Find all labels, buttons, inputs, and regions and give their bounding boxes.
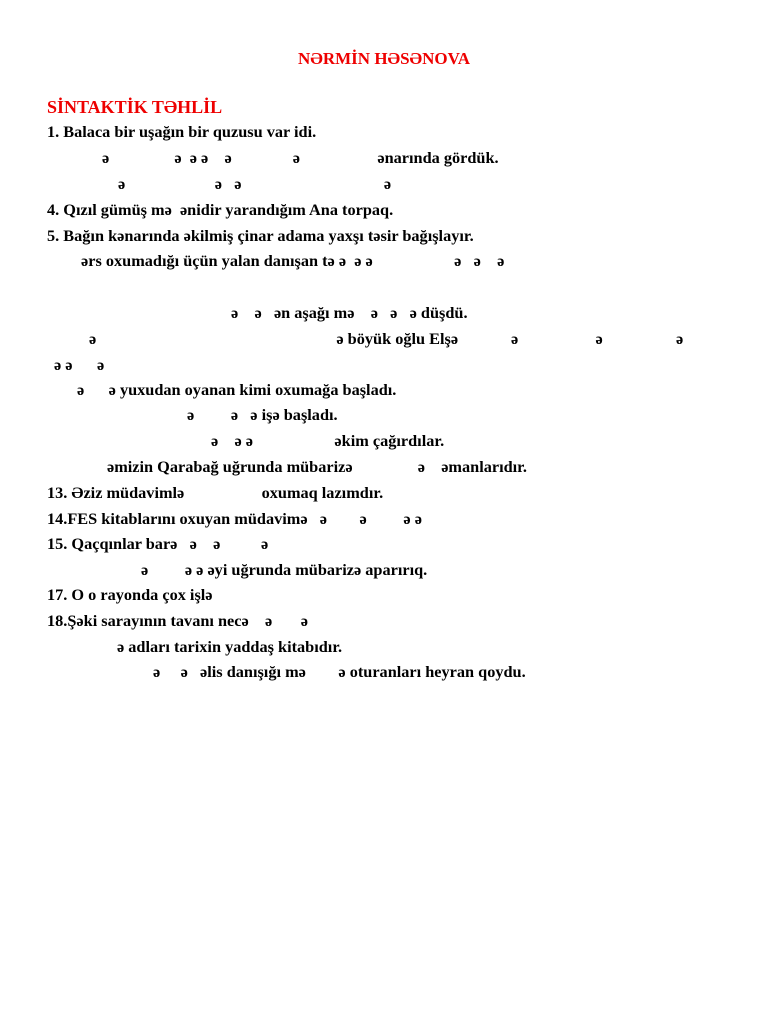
text-line: 1. Balaca bir uşağın bir quzusu var idi. (47, 122, 317, 141)
text-line: ə ə ə işə başladı. (187, 405, 338, 424)
text-line: ə ə yuxudan oyanan kimi oxumağa başladı. (77, 380, 397, 399)
text-line: ə ə ə əkim çağırdılar. (211, 431, 445, 450)
text-line: 4. Qızıl gümüş mə ənidir yarandığım Ana torpaq. (47, 200, 394, 219)
text-line: 13. Əziz müdavimlə oxumaq lazımdır. (47, 483, 384, 502)
text-line: 17. O o rayonda çox işlə (47, 585, 213, 604)
text-line: 15. Qaçqınlar barə ə ə ə (47, 534, 269, 553)
text-line: 18.Şəki sarayının tavanı necə ə ə (47, 611, 308, 630)
text-line: ə adları tarixin yaddaş kitabıdır. (117, 637, 343, 656)
section-heading: SİNTAKTİK TƏHLİL (47, 97, 223, 117)
text-line: ə ə əlis danışığı mə ə oturanları heyran qoydu. (153, 662, 526, 681)
text-line: ə ə böyük oğlu Elşə ə ə ə (89, 329, 684, 348)
text-line: ə ə ə əyi uğrunda mübarizə aparırıq. (141, 560, 428, 579)
text-line: ə ə ən aşağı mə ə ə ə düşdü. (231, 303, 468, 322)
text-line: ə ə ə ə (118, 174, 392, 193)
text-line: əmizin Qarabağ uğrunda mübarizə ə əmanlarıdır. (107, 457, 527, 476)
text-line: 14.FES kitablarını oxuyan müdavimə ə ə ə ə (47, 509, 422, 528)
text-line: ərs oxumadığı üçün yalan danışan tə ə ə ə ə ə ə (81, 251, 505, 270)
text-line: ə ə ə ə ə ə ənarında gördük. (102, 148, 499, 167)
text-line: 5. Bağın kənarında əkilmiş çinar adama yaxşı təsir bağışlayır. (47, 226, 474, 245)
text-line: ə ə ə (54, 355, 105, 374)
author-name: NƏRMİN HƏSƏNOVA (298, 49, 470, 68)
